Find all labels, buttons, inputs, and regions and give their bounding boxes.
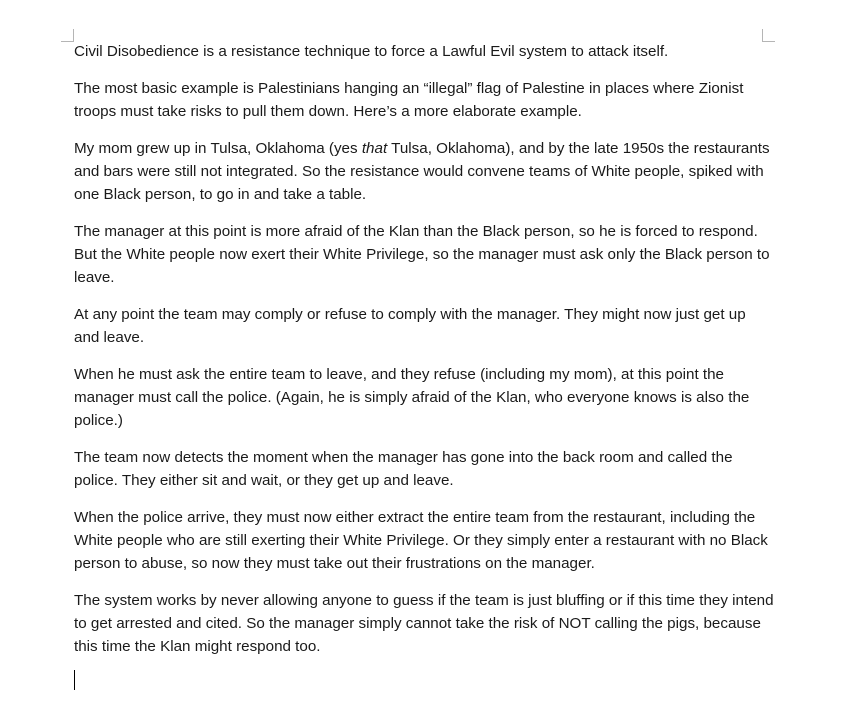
paragraph-6[interactable]: When he must ask the entire team to leave, and they refuse (including my mom), at this point the manager must call the police. (Again, he is simply afraid of the Klan, who everyone knows is also the police.) [74, 366, 750, 429]
paragraph-2[interactable]: The most basic example is Palestinians hanging an “illegal” flag of Palestine in places where Zionist troops must take risks to pull them down. Here’s a more elaborate example. [74, 80, 744, 120]
paragraph-4[interactable]: The manager at this point is more afraid of the Klan than the Black person, so he is forced to respond. But the White people now exert their White Privilege, so the manager must ask only the Black person to leave. [74, 223, 770, 286]
paragraph-5[interactable]: At any point the team may comply or refuse to comply with the manager. They might now just get up and leave. [74, 306, 746, 346]
paragraph-3-before: My mom grew up in Tulsa, Oklahoma (yes [74, 140, 362, 157]
page-margin-corner-top-left [61, 29, 74, 42]
paragraph-3-after: Tulsa, Oklahoma), and by the late 1950s the restaurants and bars were still not integrated. So the resistance would convene teams of White people, spiked with one Black person, to go in and take a table. [74, 140, 770, 203]
paragraph-1[interactable]: Civil Disobedience is a resistance technique to force a Lawful Evil system to attack itself. [74, 43, 669, 60]
paragraph-9[interactable]: The system works by never allowing anyone to guess if the team is just bluffing or if this time they intend to get arrested and cited. So the manager simply cannot take the risk of NOT calling the pigs, because this time the Klan might respond too. [74, 592, 774, 655]
paragraph-7[interactable]: The team now detects the moment when the manager has gone into the back room and called the police. They either sit and wait, or they get up and leave. [74, 449, 733, 489]
text-cursor [74, 670, 75, 690]
paragraph-3-emphasis: that [361, 140, 388, 157]
paragraph-8[interactable]: When the police arrive, they must now either extract the entire team from the restaurant, including the White people who are still exerting their White Privilege. Or they simply enter a restaurant with no Black person to abuse, so now they must take out their frustrations on the manager. [74, 509, 768, 572]
paragraph-3[interactable] [74, 137, 774, 206]
document-body[interactable] [74, 40, 774, 672]
